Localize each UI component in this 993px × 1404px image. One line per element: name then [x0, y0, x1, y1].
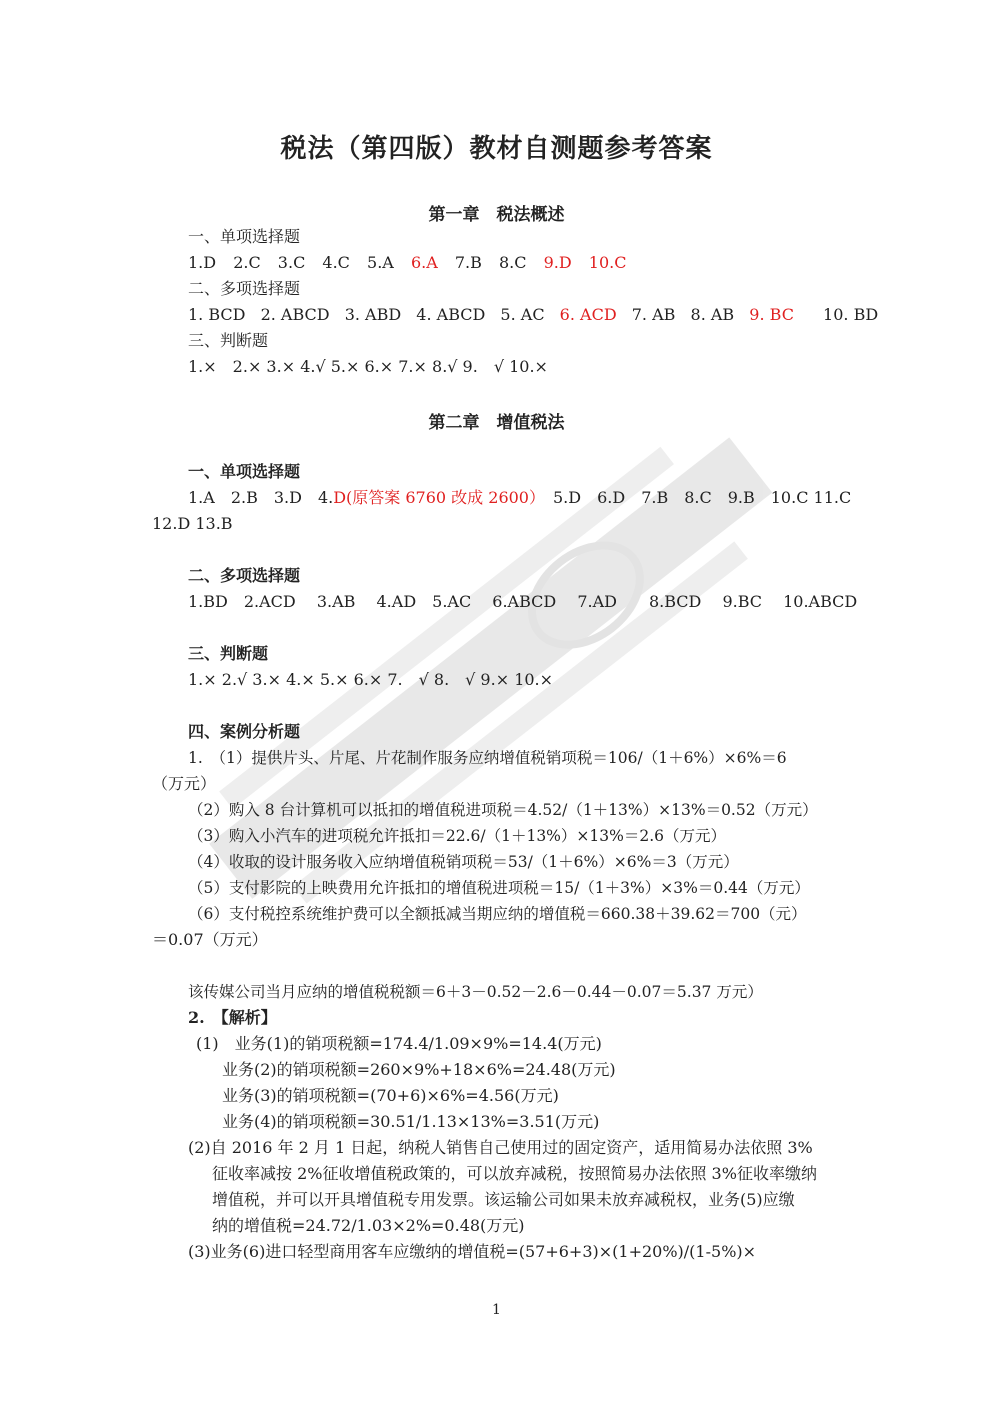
answer-item-corrected: 9. BC	[749, 305, 794, 324]
ch1-section-single-choice-label: 一、单项选择题	[188, 227, 301, 246]
answer-item: 5. AC	[500, 305, 545, 324]
case1-line: 1. （1）提供片头、片尾、片花制作服务应纳增值税销项税＝106/（1＋6%）×6%＝6	[188, 749, 787, 767]
answer-item-corrected: 6.A	[410, 253, 438, 272]
chapter-2-heading: 第二章 增值税法	[428, 413, 565, 433]
answer-text: 5.D 6.D 7.B 8.C 9.B 10.C 11.C	[537, 488, 852, 507]
ch2-section-single-choice-label: 一、单项选择题	[188, 462, 301, 481]
ch1-true-false-answers: 1.× 2.× 3.× 4.√ 5.× 6.× 7.× 8.√ 9. √ 10.×	[188, 357, 548, 376]
ch2-section-multi-choice-label: 二、多项选择题	[188, 566, 301, 585]
answer-correction-note: D(原答案 6760 改成 2600）	[333, 488, 537, 507]
case2-heading: 2. 【解析】	[188, 1008, 277, 1027]
case1-line: （5）支付影院的上映费用允许抵扣的增值税进项税＝15/（1＋3%）×3%＝0.44（万元）	[188, 879, 810, 897]
answer-item: 3. ABD	[344, 305, 402, 324]
ch2-multi-choice-answers: 1.BD 2.ACD 3.AB 4.AD 5.AC 6.ABCD 7.AD 8.BCD 9.BC 10.ABCD	[188, 592, 858, 611]
ch2-single-choice-answers-line1	[188, 487, 851, 509]
case2-line: 业务(4)的销项税额=30.51/1.13×13%=3.51(万元)	[222, 1112, 600, 1131]
ch2-section-true-false-label: 三、判断题	[188, 644, 269, 663]
chapter-1-heading: 第一章 税法概述	[428, 205, 565, 225]
document-title: 税法（第四版）教材自测题参考答案	[280, 134, 713, 164]
case1-line: （3）购入小汽车的进项税允许抵扣＝22.6/（1＋13%）×13%＝2.6（万元）	[188, 827, 726, 845]
case2-line: 业务(3)的销项税额=(70+6)×6%=4.56(万元)	[222, 1086, 559, 1105]
ch1-single-choice-answers	[188, 252, 626, 274]
ch1-multi-choice-answers	[188, 304, 878, 326]
case2-line: 征收率减按 2%征收增值税政策的，可以放弃减税，按照简易办法依照 3%征收率缴纳	[212, 1164, 817, 1183]
case1-line: （4）收取的设计服务收入应纳增值税销项税＝53/（1＋6%）×6%＝3（万元）	[188, 853, 739, 871]
case2-line: 增值税，并可以开具增值税专用发票。该运输公司如果未放弃减税权，业务(5)应缴	[212, 1190, 795, 1209]
answer-item: 7.B	[454, 253, 482, 272]
answer-item: 1.D	[188, 253, 217, 272]
ch2-single-choice-answers-line2: 12.D 13.B	[152, 514, 233, 533]
answer-item: 2.C	[233, 253, 261, 272]
answer-item: 5.A	[367, 253, 394, 272]
answer-item: 10. BD	[823, 305, 879, 324]
answer-item: 8.C	[498, 253, 527, 272]
ch2-section-case-analysis-label: 四、案例分析题	[188, 722, 301, 741]
case1-line: （6）支付税控系统维护费可以全额抵减当期应纳的增值税＝660.38＋39.62＝700（元）	[188, 905, 807, 923]
answer-item: 8. AB	[690, 305, 735, 324]
case2-line: (3)业务(6)进口轻型商用客车应缴纳的增值税=(57+6+3)×(1+20%)/(1-5%)×	[188, 1242, 757, 1261]
answer-item: 2. ABCD	[260, 305, 330, 324]
answer-item: 4.C	[322, 253, 350, 272]
case1-line: （2）购入 8 台计算机可以抵扣的增值税进项税＝4.52/（1＋13%）×13%＝0.52（万元）	[188, 801, 818, 819]
answer-item: 7. AB	[631, 305, 676, 324]
answer-text: 1.A 2.B 3.D 4.	[188, 488, 334, 507]
answer-item-corrected: 10.C	[588, 253, 627, 272]
case2-line: 纳的增值税=24.72/1.03×2%=0.48(万元)	[212, 1216, 525, 1235]
case1-summary: 该传媒公司当月应纳的增值税税额＝6＋3－0.52－2.6－0.44－0.07＝5.37 万元）	[188, 983, 763, 1001]
ch1-section-multi-choice-label: 二、多项选择题	[188, 279, 301, 298]
answer-item-corrected: 9.D	[543, 253, 572, 272]
case1-line: （万元）	[152, 774, 217, 793]
page-number: 1	[492, 1302, 501, 1318]
case2-line: (2)自 2016 年 2 月 1 日起，纳税人销售自己使用过的固定资产，适用简易办法依照 3%	[188, 1138, 813, 1157]
case1-line: ＝0.07（万元）	[152, 930, 268, 949]
case2-line: (1) 业务(1)的销项税额=174.4/1.09×9%=14.4(万元)	[196, 1034, 602, 1053]
case2-line: 业务(2)的销项税额=260×9%+18×6%=24.48(万元)	[222, 1060, 616, 1079]
answer-item: 3.C	[277, 253, 306, 272]
answer-item: 4. ABCD	[416, 305, 486, 324]
answer-item-corrected: 6. ACD	[559, 305, 617, 324]
ch1-section-true-false-label: 三、判断题	[188, 331, 269, 350]
ch2-true-false-answers: 1.× 2.√ 3.× 4.× 5.× 6.× 7. √ 8. √ 9.× 10.×	[188, 670, 554, 689]
answer-item: 1. BCD	[188, 305, 246, 324]
